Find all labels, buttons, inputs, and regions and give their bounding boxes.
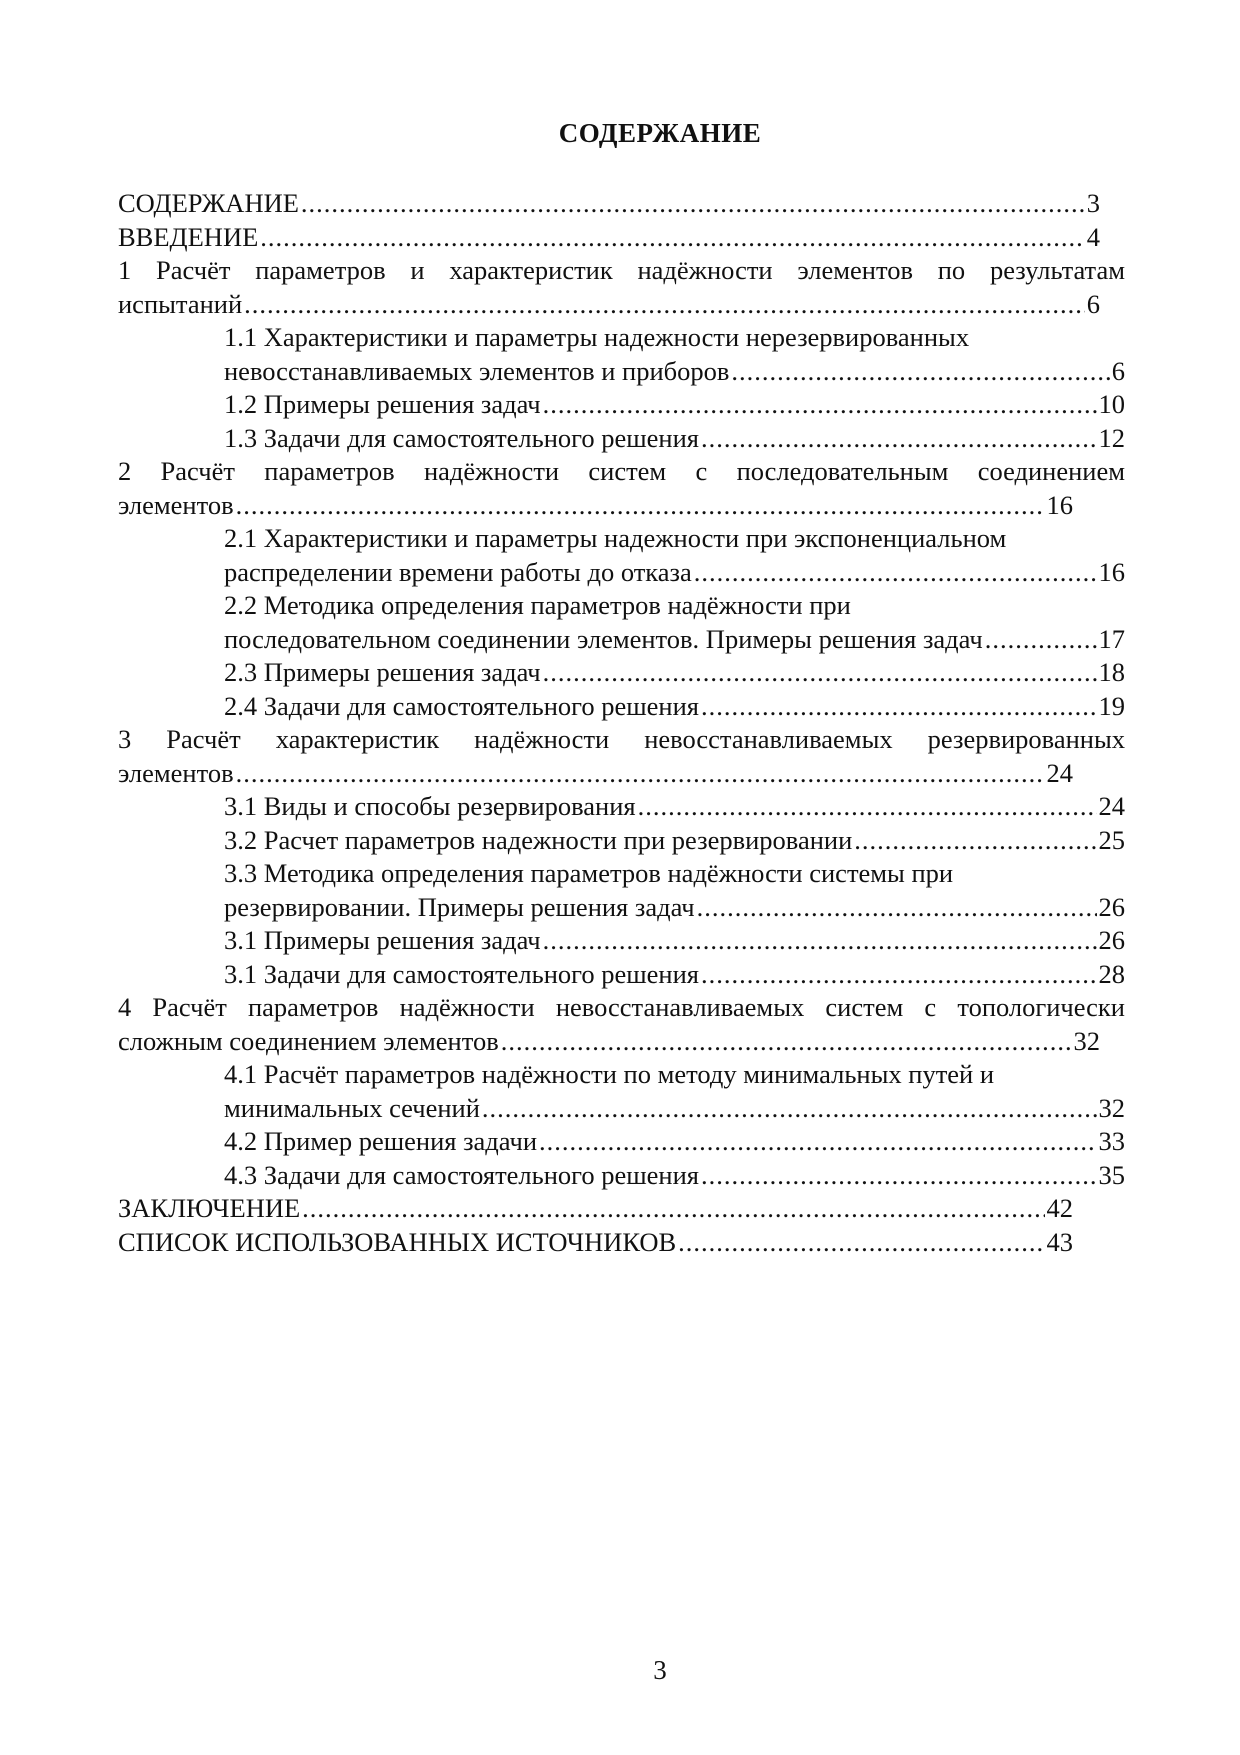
toc-entry-text-line1: 4 Расчёт параметров надёжности невосстанавливаемых систем с топологически (118, 992, 1125, 1022)
page-number: 3 (653, 1655, 667, 1685)
toc-entry-2-3[interactable] (118, 656, 1125, 690)
toc-entry-1-3[interactable] (118, 422, 1125, 456)
toc-page-number: 35 (1098, 1159, 1125, 1190)
toc-entry-text-line2: последовательном соединении элементов. Примеры решения задач (224, 623, 983, 654)
toc-entry-1-1[interactable] (118, 321, 1125, 388)
toc-entry-3-1[interactable] (118, 790, 1125, 824)
dot-leader (244, 288, 1085, 322)
toc-page-number: 33 (1098, 1126, 1125, 1156)
toc-entry-text: 3.2 Расчет параметров надежности при резервировании (224, 824, 853, 855)
toc-entry-4-3[interactable] (118, 1159, 1125, 1193)
toc-page-number: 12 (1098, 422, 1125, 453)
toc-page-number: 24 (1098, 791, 1125, 821)
toc-entry-3-3[interactable] (118, 857, 1125, 924)
toc-entry-text-line2: испытаний (118, 288, 243, 319)
toc-entry-chapter-1[interactable] (118, 254, 1125, 321)
toc-entry-contents[interactable] (118, 187, 1100, 221)
toc-page-number: 24 (1046, 757, 1073, 788)
dot-leader (501, 1025, 1072, 1059)
dot-leader (539, 1125, 1096, 1159)
toc-entry-introduction[interactable] (118, 221, 1100, 255)
toc-entry-text: СОДЕРЖАНИЕ (118, 188, 299, 218)
dot-leader (854, 824, 1096, 858)
toc-page-number: 42 (1046, 1193, 1073, 1223)
dot-leader (301, 187, 1085, 221)
toc-entry-text-line2: распределении времени работы до отказа (224, 556, 692, 587)
toc-entry-1-2[interactable] (118, 388, 1125, 422)
toc-page-number: 18 (1098, 657, 1125, 687)
toc-entry-text: 2.3 Примеры решения задач (224, 657, 541, 687)
toc-entry-text: 2.4 Задачи для самостоятельного решения (224, 690, 699, 721)
toc-page-number: 6 (1086, 288, 1100, 319)
dot-leader (697, 891, 1097, 925)
toc-entry-text-line1: 3 Расчёт характеристик надёжности невосстанавливаемых резервированных (118, 724, 1125, 754)
toc-entry-text-line1: 3.3 Методика определения параметров надёжности системы при (224, 858, 954, 888)
toc-page-number: 32 (1098, 1092, 1125, 1123)
toc-entry-text-line1: 2 Расчёт параметров надёжности систем с последовательным соединением (118, 456, 1125, 486)
toc-entry-conclusion[interactable] (118, 1192, 1125, 1226)
dot-leader (731, 355, 1109, 389)
toc-entry-3-4[interactable] (118, 924, 1125, 958)
toc-page-number: 25 (1098, 824, 1125, 855)
toc-entry-text: 3.1 Задачи для самостоятельного решения (224, 958, 699, 989)
toc-page-number: 4 (1086, 221, 1100, 252)
toc-entry-chapter-3[interactable] (118, 723, 1125, 790)
toc-page-number: 43 (1046, 1226, 1073, 1257)
toc-entry-text-line2: элементов (118, 757, 234, 788)
dot-leader (678, 1226, 1044, 1260)
toc-entry-2-1[interactable] (118, 522, 1125, 589)
toc-entry-text: 3.1 Примеры решения задач (224, 925, 541, 955)
toc-page-number: 28 (1098, 958, 1125, 989)
dot-leader (260, 221, 1084, 255)
toc-page-number: 19 (1098, 690, 1125, 721)
toc-page-number: 17 (1098, 623, 1125, 654)
toc-entry-text-line1: 1.1 Характеристики и параметры надежности нерезервированных (224, 322, 970, 352)
toc-page-number: 32 (1073, 1025, 1100, 1056)
dot-leader (638, 790, 1097, 824)
dot-leader (236, 489, 1045, 523)
toc-page-number: 3 (1086, 188, 1100, 218)
dot-leader (302, 1192, 1044, 1226)
toc-entry-text: 3.1 Виды и способы резервирования (224, 791, 636, 821)
table-of-contents (118, 187, 1125, 1259)
toc-entry-text: 1.3 Задачи для самостоятельного решения (224, 422, 699, 453)
dot-leader (236, 757, 1045, 791)
toc-entry-text-line1: 2.2 Методика определения параметров надёжности при (224, 590, 851, 620)
toc-entry-text-line2: минимальных сечений (224, 1092, 480, 1123)
dot-leader (701, 690, 1097, 724)
toc-entry-text-line2: резервировании. Примеры решения задач (224, 891, 695, 922)
dot-leader (694, 556, 1097, 590)
toc-entry-text-line1: 4.1 Расчёт параметров надёжности по методу минимальных путей и (224, 1059, 995, 1089)
toc-entry-text: 4.2 Пример решения задачи (224, 1126, 538, 1156)
toc-entry-text-line2: сложным соединением элементов (118, 1025, 499, 1056)
toc-entry-text-line2: элементов (118, 489, 234, 520)
toc-page-number: 6 (1111, 355, 1125, 386)
dot-leader (482, 1092, 1097, 1126)
dot-leader (985, 623, 1097, 657)
toc-entry-4-1[interactable] (118, 1058, 1125, 1125)
toc-page-number: 16 (1098, 556, 1125, 587)
toc-entry-4-2[interactable] (118, 1125, 1125, 1159)
dot-leader (543, 388, 1097, 422)
toc-entry-2-4[interactable] (118, 690, 1125, 724)
toc-entry-2-2[interactable] (118, 589, 1125, 656)
toc-entry-text-line2: невосстанавливаемых элементов и приборов (224, 355, 730, 386)
toc-entry-3-5[interactable] (118, 958, 1125, 992)
toc-entry-chapter-4[interactable] (118, 991, 1125, 1058)
toc-entry-text: СПИСОК ИСПОЛЬЗОВАННЫХ ИСТОЧНИКОВ (118, 1226, 677, 1257)
toc-entry-text-line1: 1 Расчёт параметров и характеристик надёжности элементов по результатам (118, 255, 1125, 285)
toc-entry-text: 1.2 Примеры решения задач (224, 389, 541, 419)
toc-page-number: 26 (1098, 891, 1125, 922)
toc-entry-chapter-2[interactable] (118, 455, 1125, 522)
toc-page-number: 26 (1098, 925, 1125, 955)
toc-entry-text-line1: 2.1 Характеристики и параметры надежности при экспоненциальном (224, 523, 1007, 553)
dot-leader (701, 1159, 1097, 1193)
toc-entry-text: ВВЕДЕНИЕ (118, 221, 259, 252)
dot-leader (701, 958, 1097, 992)
toc-entry-text: 4.3 Задачи для самостоятельного решения (224, 1159, 699, 1190)
toc-page-number: 16 (1046, 489, 1073, 520)
dot-leader (701, 422, 1097, 456)
toc-page-number: 10 (1098, 389, 1125, 419)
dot-leader (543, 924, 1097, 958)
toc-entry-text: ЗАКЛЮЧЕНИЕ (118, 1193, 301, 1223)
page-title: СОДЕРЖАНИЕ (558, 118, 762, 148)
toc-entry-references[interactable] (118, 1226, 1125, 1260)
toc-entry-3-2[interactable] (118, 824, 1125, 858)
dot-leader (543, 656, 1097, 690)
